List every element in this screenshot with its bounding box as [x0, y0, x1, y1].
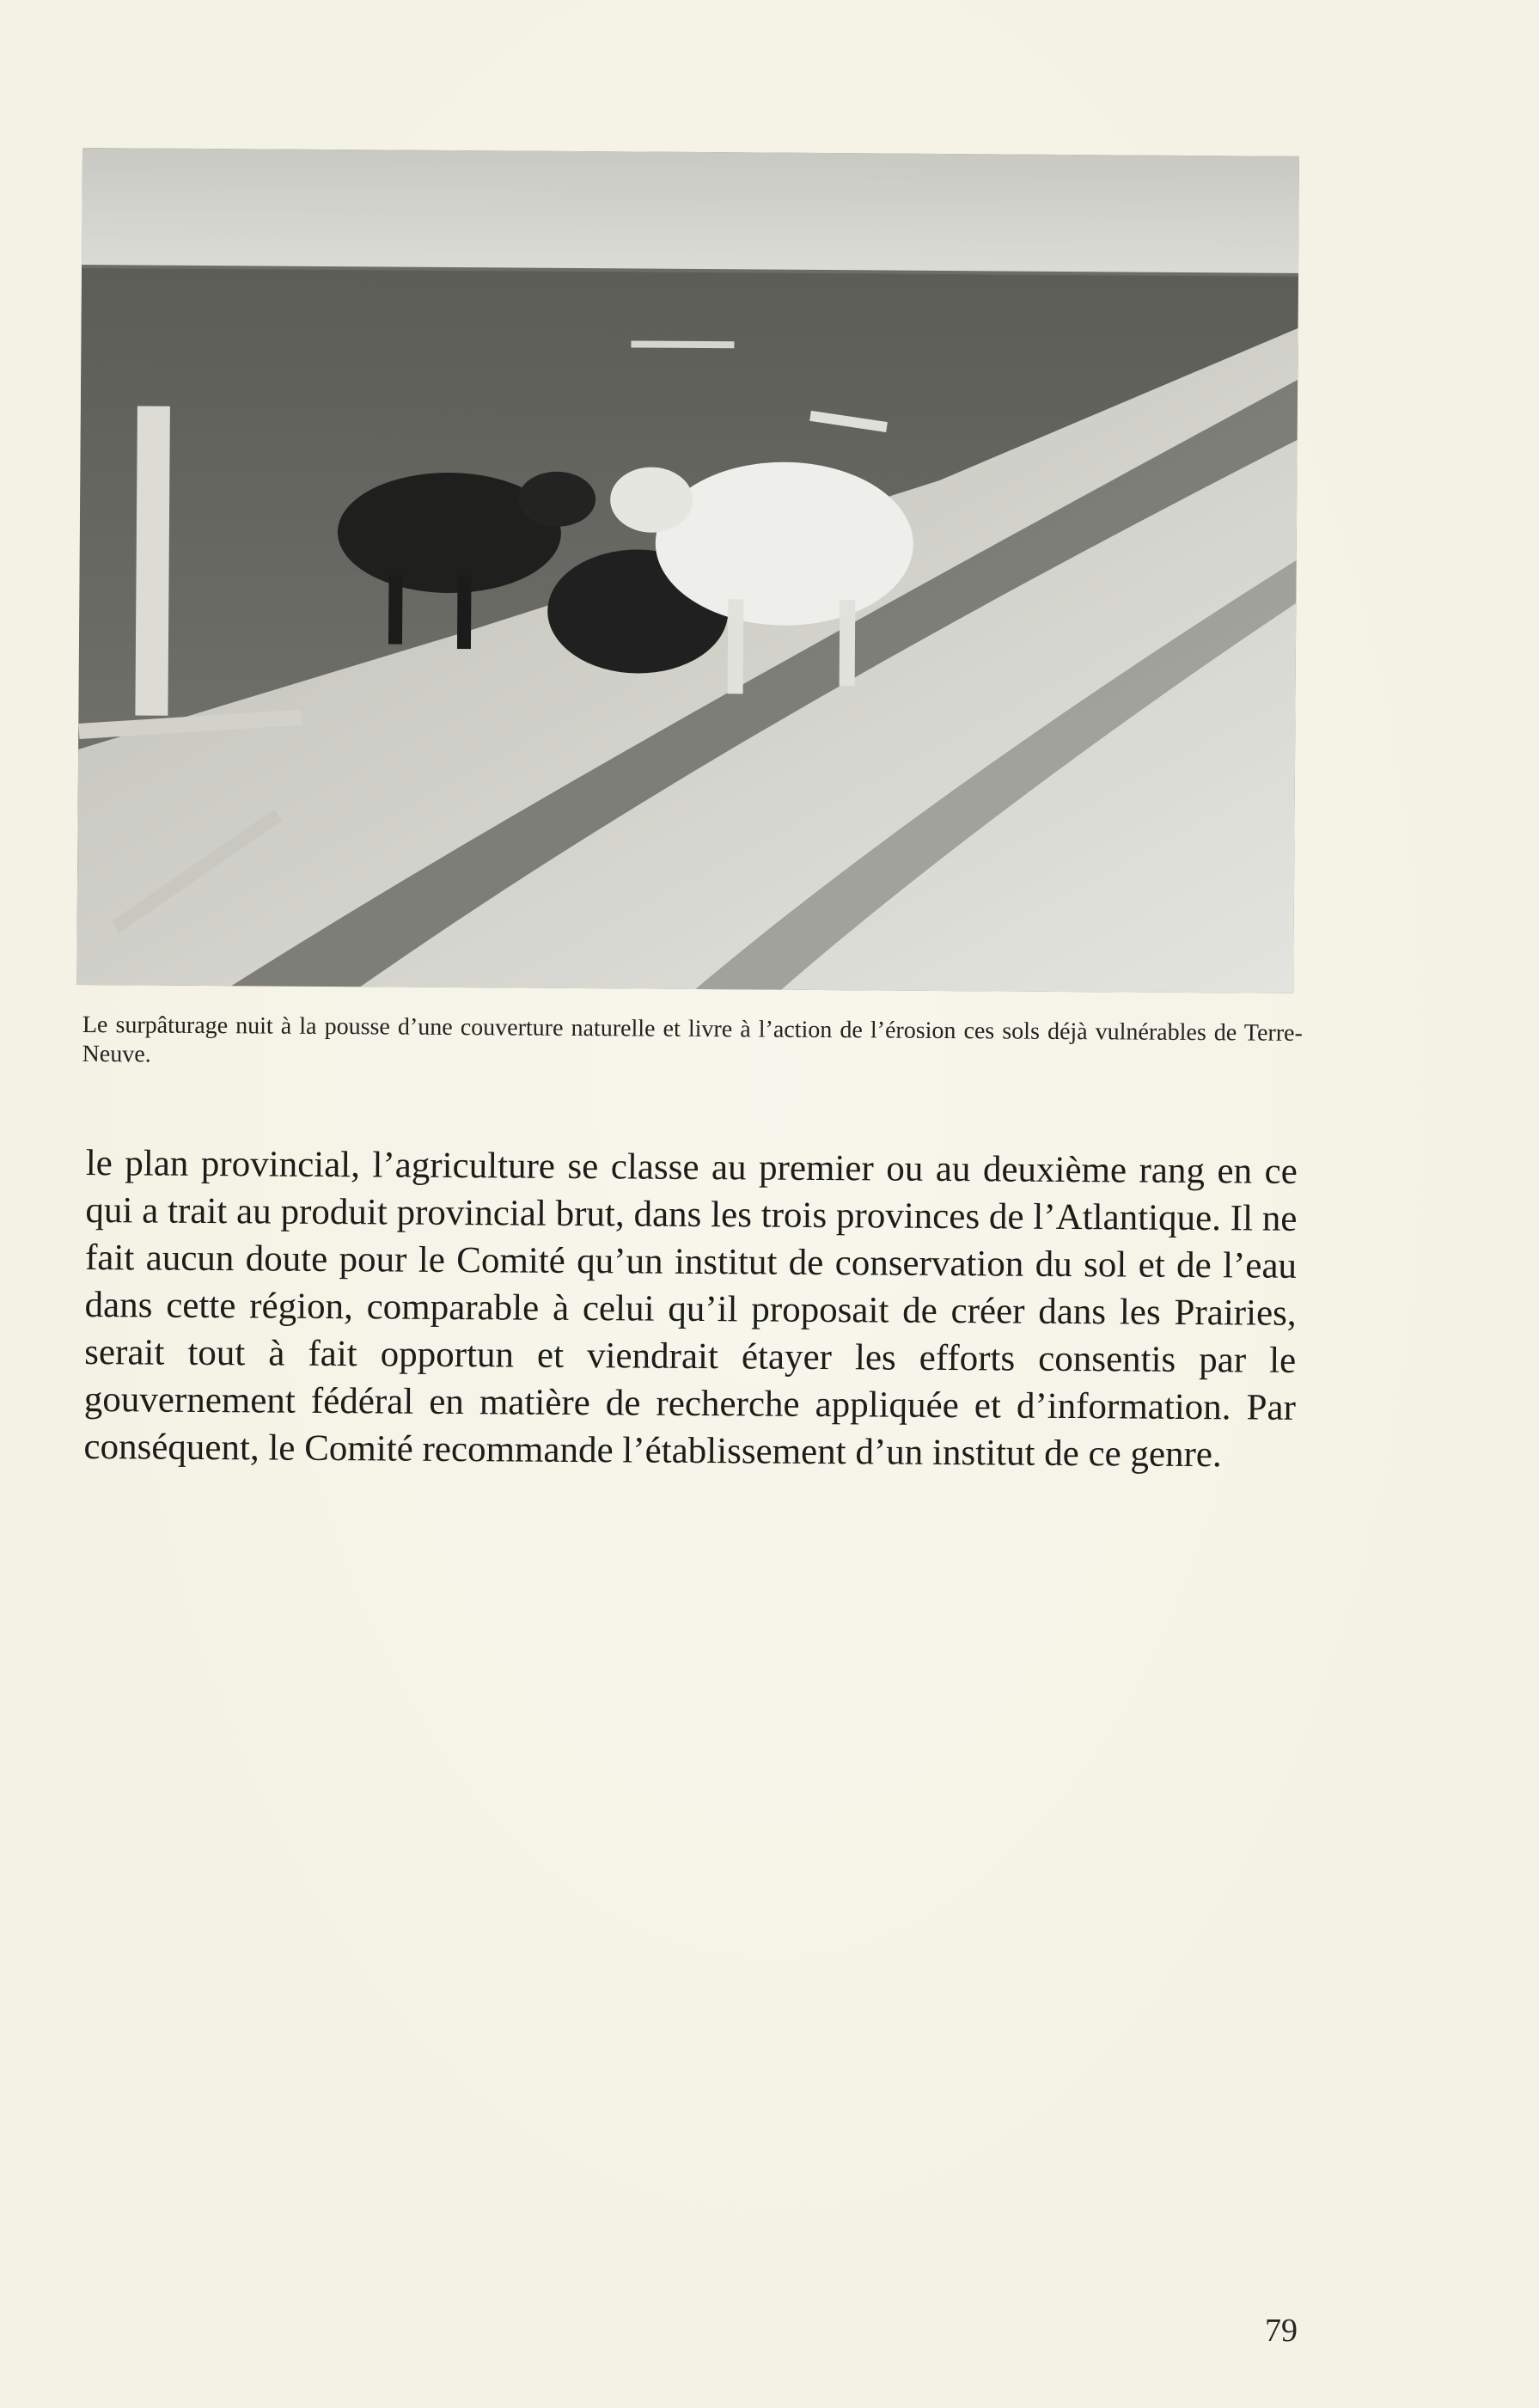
figure-caption: Le surpâturage nuit à la pousse d’une couverture naturelle et livre à l’action de l’érosion ces sols déjà vulnérables de Terre-Neuve.	[82, 1011, 1303, 1068]
sky	[82, 148, 1299, 277]
white-sheep-head	[610, 467, 693, 533]
black-sheep-leg	[388, 576, 403, 645]
white-sheep-leg	[840, 600, 856, 686]
photograph-sheep-grazing	[76, 148, 1299, 993]
photo-illustration	[76, 148, 1299, 993]
white-sheep-leg	[728, 599, 744, 694]
black-sheep-head	[518, 472, 595, 528]
fence-post	[135, 406, 170, 715]
body-paragraph: le plan provincial, l’agriculture se classe au premier ou au deuxième rang en ce qui a trait au produit provincial brut, dans les trois provinces de l’Atlantique. Il ne fait aucun doute pour le Comité qu’un institut de conservation du sol et de l’eau dans cette région, comparable à celui qu’il proposait de créer dans les Prairies, serait tout à fait opportun et viendrait étayer les efforts consentis par le gouvernement fédéral en matière de recherche appliquée et d’information. Par conséquent, le Comité recommande l’établissement d’un institut de ce genre.	[83, 1142, 1298, 1476]
driftwood	[631, 340, 734, 348]
black-sheep-leg	[457, 576, 472, 649]
page-number: 79	[1265, 2313, 1298, 2349]
